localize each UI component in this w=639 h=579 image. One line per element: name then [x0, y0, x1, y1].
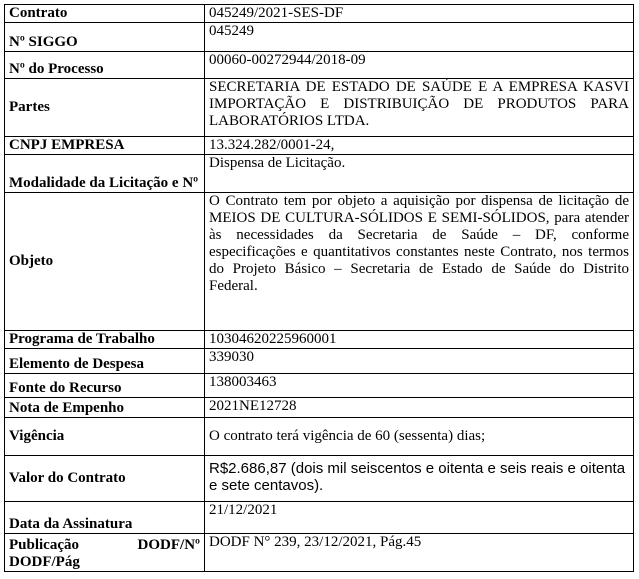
value-empenho: 2021NE12728 [205, 398, 634, 418]
row-elemento [5, 349, 634, 374]
value-assinatura: 21/12/2021 [205, 502, 634, 534]
value-siggo: 045249 [205, 23, 634, 52]
value-fonte: 138003463 [205, 374, 634, 398]
value-elemento: 339030 [205, 349, 634, 374]
row-publicacao [5, 534, 634, 572]
value-partes: SECRETARIA DE ESTADO DE SAÚDE E A EMPRESA KASVI IMPORTAÇÃO E DISTRIBUIÇÃO DE PRODUTOS PARA LABORATÓRIOS LTDA. [205, 79, 634, 137]
value-publicacao: DODF N° 239, 23/12/2021, Pág.45 [205, 534, 634, 572]
row-vigencia [5, 418, 634, 456]
label-partes: Partes [5, 79, 205, 137]
label-programa: Programa de Trabalho [5, 331, 205, 349]
label-publicacao-part3: DODF/Pág [9, 554, 80, 570]
row-siggo [5, 23, 634, 52]
row-empenho [5, 398, 634, 418]
label-processo: Nº do Processo [5, 52, 205, 79]
value-processo: 00060-00272944/2018-09 [205, 52, 634, 79]
row-processo [5, 52, 634, 79]
contract-summary-table [4, 4, 634, 572]
label-contrato: Contrato [5, 5, 205, 23]
label-cnpj: CNPJ EMPRESA [5, 137, 205, 155]
label-fonte: Fonte do Recurso [5, 374, 205, 398]
value-objeto: O Contrato tem por objeto a aquisição por dispensa de licitação de MEIOS DE CULTURA-SÓLIDOS E SEMI-SÓLIDOS, para atender às necessidades da Secretaria de Saúde – DF, conforme especificações e quantitativos constantes neste Contrato, nos termos do Projeto Básico – Secretaria de Estado de Saúde do Distrito Federal. [205, 193, 634, 331]
row-valor [5, 456, 634, 502]
row-cnpj [5, 137, 634, 155]
label-modalidade: Modalidade da Licitação e Nº [5, 155, 205, 193]
label-publicacao-part1: Publicação [9, 537, 79, 553]
value-vigencia: O contrato terá vigência de 60 (sessenta) dias; [205, 418, 634, 456]
row-objeto [5, 193, 634, 331]
label-vigencia: Vigência [5, 418, 205, 456]
label-empenho: Nota de Empenho [5, 398, 205, 418]
label-valor: Valor do Contrato [5, 456, 205, 502]
row-contrato [5, 5, 634, 23]
row-fonte [5, 374, 634, 398]
label-objeto: Objeto [5, 193, 205, 331]
label-assinatura: Data da Assinatura [5, 502, 205, 534]
row-partes [5, 79, 634, 137]
row-modalidade [5, 155, 634, 193]
value-contrato: 045249/2021-SES-DF [205, 5, 634, 23]
label-publicacao [5, 534, 205, 572]
label-siggo: Nº SIGGO [5, 23, 205, 52]
value-valor: R$2.686,87 (dois mil seiscentos e oitenta e seis reais e oitenta e sete centavos). [205, 456, 634, 502]
label-elemento: Elemento de Despesa [5, 349, 205, 374]
row-programa [5, 331, 634, 349]
value-programa: 10304620225960001 [205, 331, 634, 349]
publicacao-label-line [9, 537, 200, 554]
row-assinatura [5, 502, 634, 534]
label-publicacao-part2: DODF/Nº [137, 537, 200, 553]
value-modalidade: Dispensa de Licitação. [205, 155, 634, 193]
value-cnpj: 13.324.282/0001-24, [205, 137, 634, 155]
